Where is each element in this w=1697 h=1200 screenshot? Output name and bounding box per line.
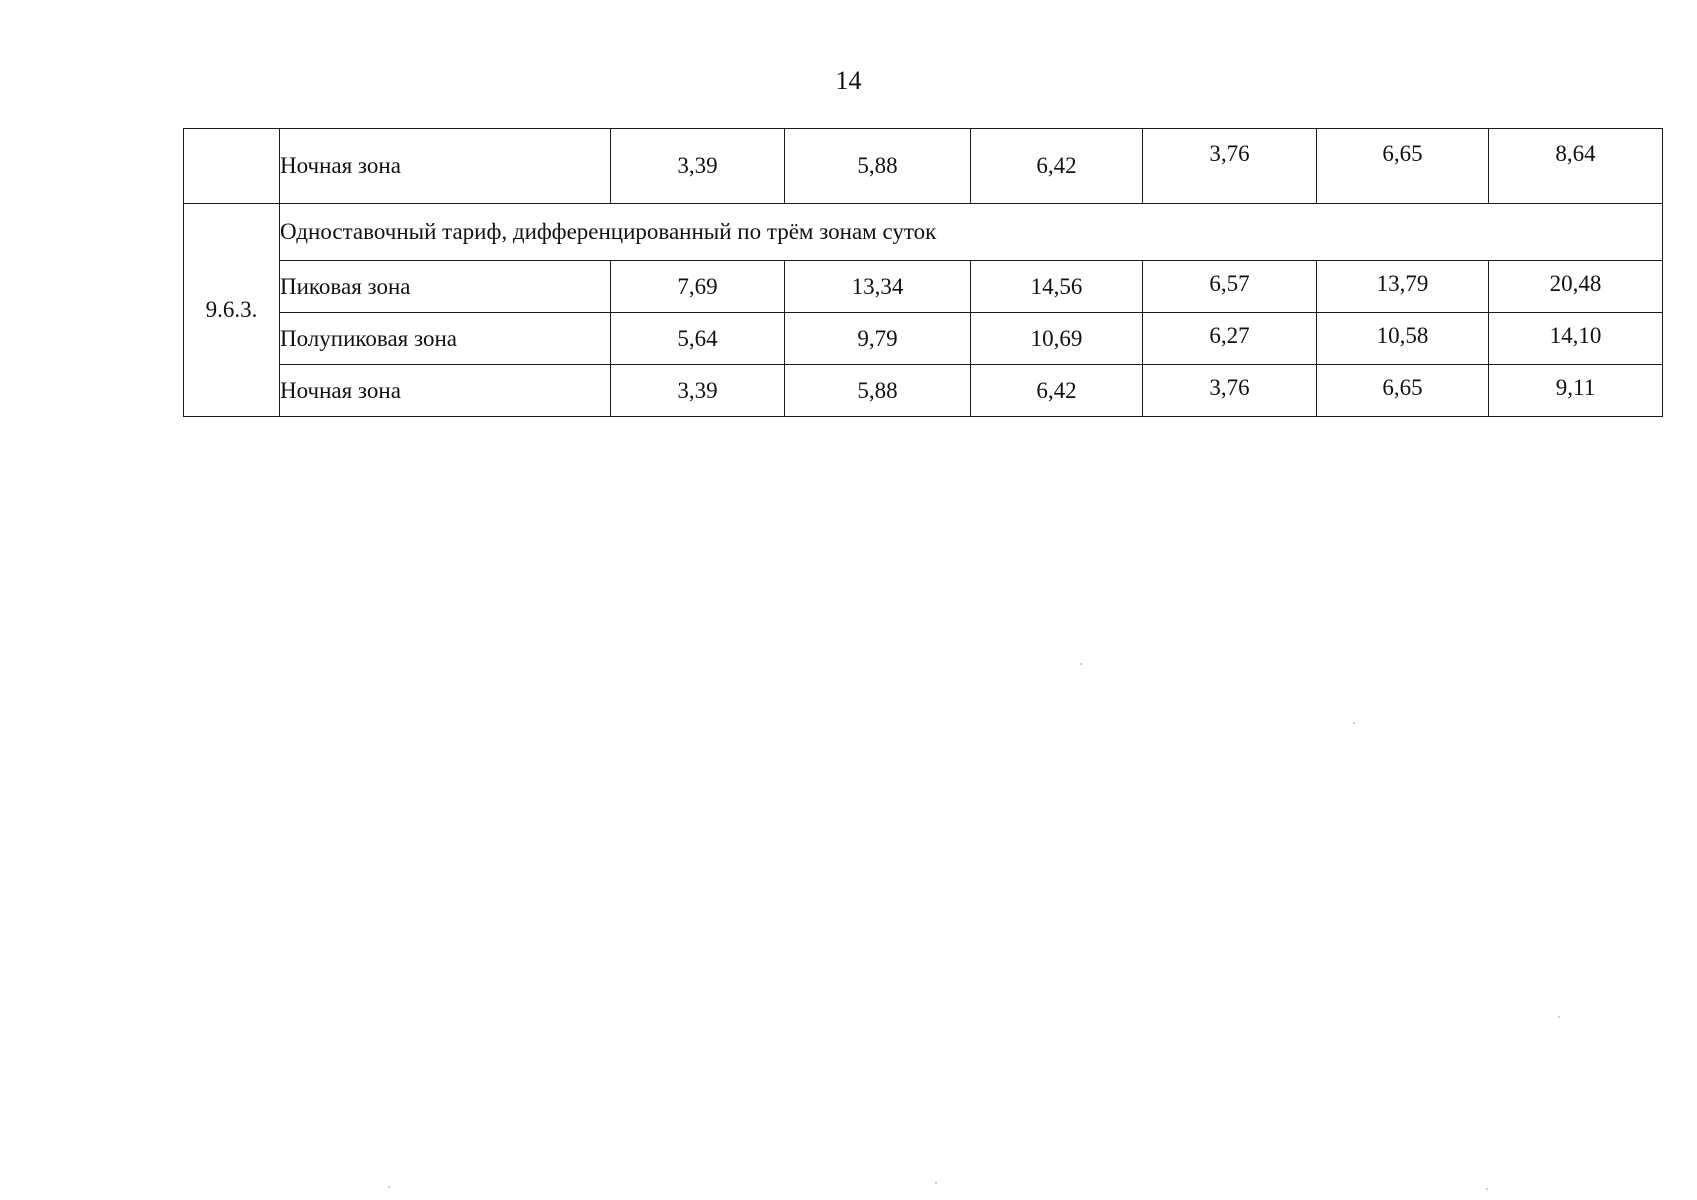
cell-value: 6,27 [1143, 313, 1317, 365]
cell-value: 13,79 [1317, 261, 1489, 313]
row-label: Пиковая зона [280, 261, 611, 313]
cell-value: 5,88 [785, 129, 971, 204]
cell-value: 7,69 [611, 261, 785, 313]
cell-value: 5,64 [611, 313, 785, 365]
tariff-table [183, 128, 1663, 417]
section-number: 9.6.3. [184, 204, 280, 417]
cell-value: 3,76 [1143, 129, 1317, 204]
cell-value: 9,79 [785, 313, 971, 365]
cell-value: 9,11 [1489, 365, 1663, 417]
scan-speck [1353, 722, 1355, 724]
row-label: Ночная зона [280, 365, 611, 417]
table-row [184, 313, 1663, 365]
table-row [184, 129, 1663, 204]
cell-value: 3,76 [1143, 365, 1317, 417]
cell-value: 3,39 [611, 129, 785, 204]
scan-speck [388, 1186, 390, 1188]
row-label: Ночная зона [280, 129, 611, 204]
cell-value: 6,57 [1143, 261, 1317, 313]
cell-value: 13,34 [785, 261, 971, 313]
cell-value: 8,64 [1489, 129, 1663, 204]
cell-value: 14,56 [971, 261, 1143, 313]
cell-value: 6,42 [971, 129, 1143, 204]
table-row [184, 365, 1663, 417]
cell-value: 20,48 [1489, 261, 1663, 313]
cell-value: 6,65 [1317, 365, 1489, 417]
cell-value: 5,88 [785, 365, 971, 417]
scan-speck [1558, 1016, 1560, 1018]
scan-speck [1486, 1188, 1488, 1190]
section-header-row [184, 204, 1663, 261]
row-label: Полупиковая зона [280, 313, 611, 365]
scan-speck [1080, 663, 1082, 665]
section-title: Одноставочный тариф, дифференцированный по трём зонам суток [280, 204, 1663, 261]
cell-value: 10,69 [971, 313, 1143, 365]
scan-speck [935, 1182, 937, 1184]
cell-value: 14,10 [1489, 313, 1663, 365]
cell-value: 6,42 [971, 365, 1143, 417]
cell-value: 6,65 [1317, 129, 1489, 204]
page-number: 14 [835, 66, 862, 95]
table-row [184, 261, 1663, 313]
cell-value: 10,58 [1317, 313, 1489, 365]
cell-value: 3,39 [611, 365, 785, 417]
section-number-cell-empty [184, 129, 280, 204]
